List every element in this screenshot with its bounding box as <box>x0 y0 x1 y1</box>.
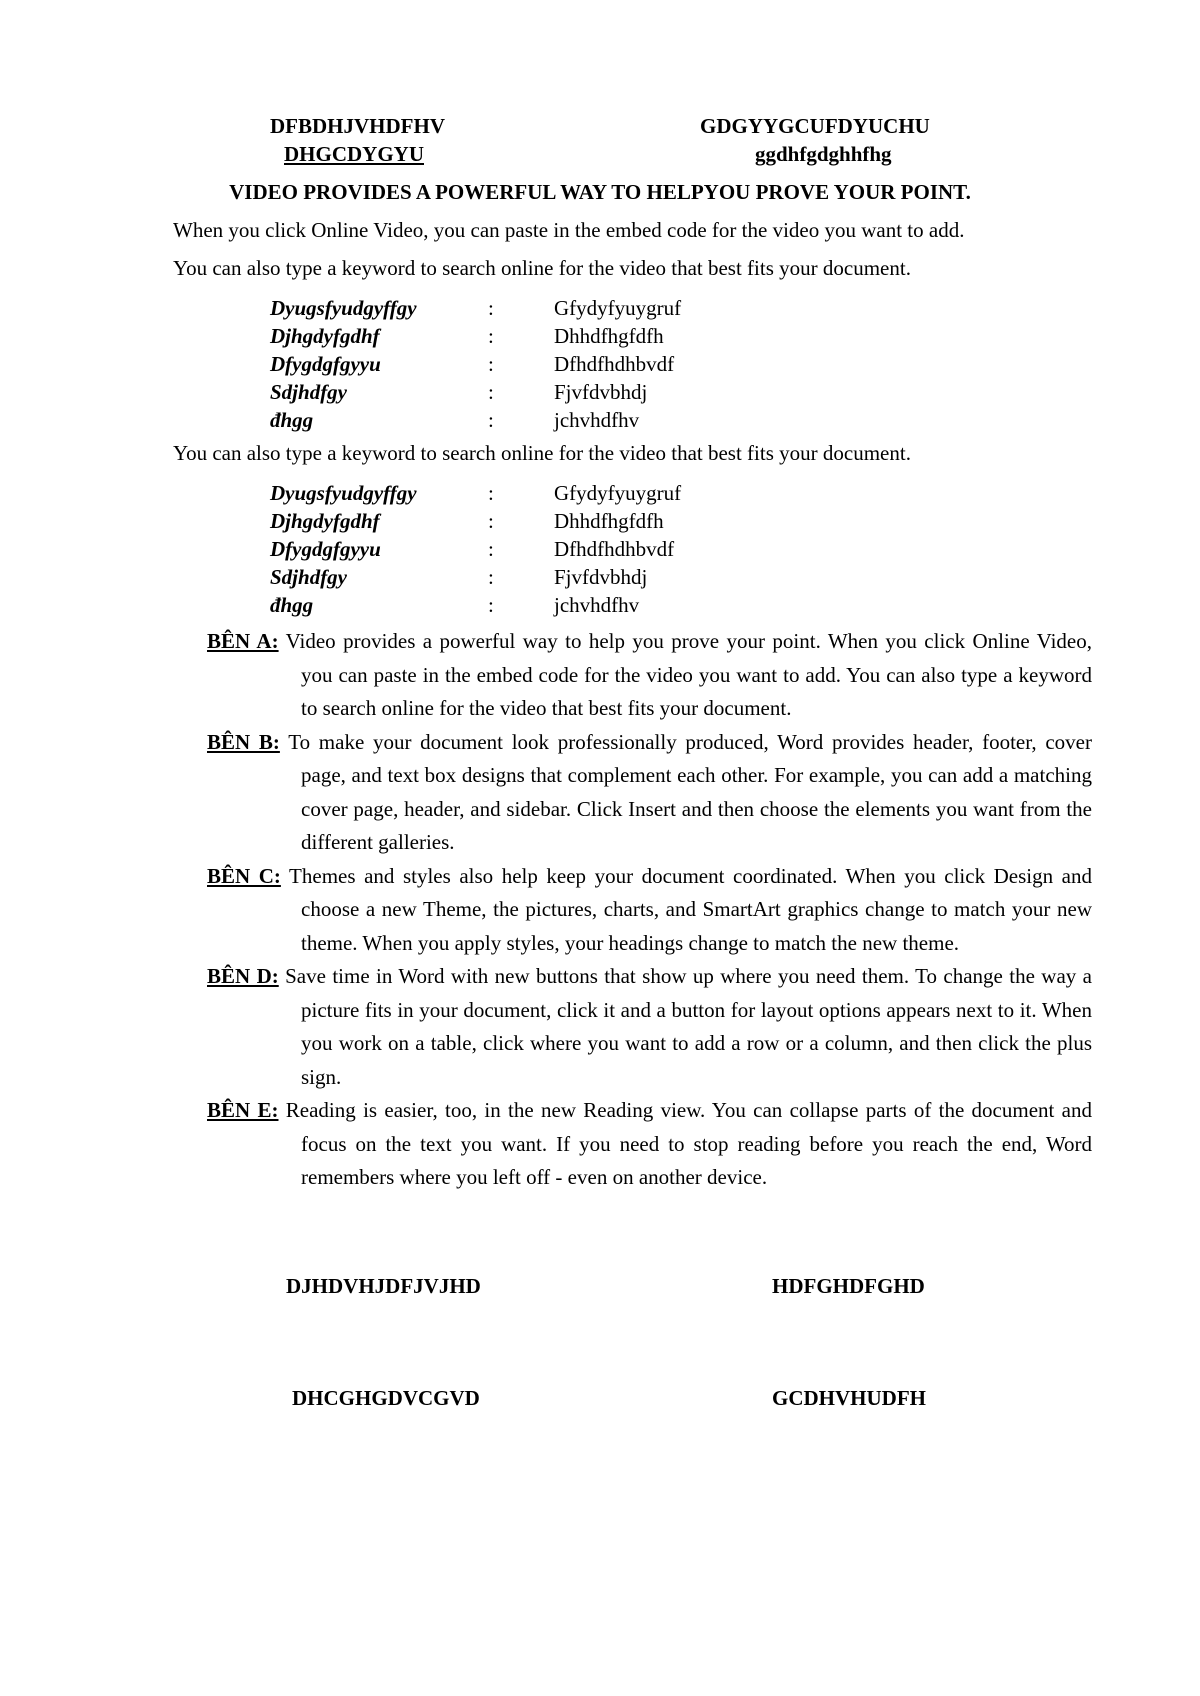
item-key: Dyugsfyudgyffgy <box>270 296 417 320</box>
item-separator: : <box>488 509 494 533</box>
middle-line: You can also type a keyword to search online for the video that best fits your document. <box>173 441 911 465</box>
item-value: Dhhdfhgfdfh <box>554 509 664 533</box>
list-item <box>270 380 750 408</box>
list-item <box>270 593 750 621</box>
item-separator: : <box>488 537 494 561</box>
party-label: BÊN E: <box>207 1098 279 1122</box>
item-key: Dfygdgfgyyu <box>270 352 381 376</box>
header-left-line1: DFBDHJVHDFHV <box>270 114 445 138</box>
party-text: Save time in Word with new buttons that show up where you need them. To change the way a picture fits in your document, click it and a button for layout options appears next to it. When you work on a table, click where you want to add a row or a column, and then click the plus sign. <box>278 964 1092 1089</box>
header-right-line1: GDGYYGCUFDYUCHU <box>700 114 930 138</box>
item-value: Dfhdfhdhbvdf <box>554 537 675 561</box>
party-text: Video provides a powerful way to help you prove your point. When you click Online Video, you can paste in the embed code for the video you want to add. You can also type a keyword to search online for the video that best fits your document. <box>278 629 1092 720</box>
list-item <box>270 537 750 565</box>
party-label: BÊN A: <box>207 629 279 653</box>
item-key: Dyugsfyudgyffgy <box>270 481 417 505</box>
signature-left-bottom: DHCGHGDVCGVD <box>292 1386 480 1410</box>
item-separator: : <box>488 296 494 320</box>
party-clause-a <box>207 625 1092 726</box>
item-value: Gfydyfyuygruf <box>554 481 682 505</box>
item-key: Sdjhdfgy <box>270 380 348 404</box>
list-item <box>270 481 750 509</box>
item-value: Fjvfdvbhdj <box>554 380 648 404</box>
party-clauses <box>207 625 1092 1195</box>
item-key: Djhgdyfgdhf <box>270 509 380 533</box>
party-label: BÊN B: <box>207 729 280 754</box>
item-value: Fjvfdvbhdj <box>554 565 648 589</box>
party-label: BÊN C: <box>207 863 281 888</box>
item-value: Gfydyfyuygruf <box>554 296 682 320</box>
party-clause-b <box>207 726 1092 860</box>
party-text: Reading is easier, too, in the new Reading view. You can collapse parts of the document and focus on the text you want. If you need to stop reading before you reach the end, Word remembers where you left off - even on another device. <box>278 1098 1092 1189</box>
item-separator: : <box>488 324 494 348</box>
item-separator: : <box>488 352 494 376</box>
list-item <box>270 408 750 436</box>
party-label: BÊN D: <box>207 964 279 988</box>
info-list-1 <box>270 296 750 436</box>
document-title: VIDEO PROVIDES A POWERFUL WAY TO HELPYOU PROVE YOUR POINT. <box>229 180 971 204</box>
info-list-2 <box>270 481 750 621</box>
party-text: Themes and styles also help keep your document coordinated. When you click Design and choose a new Theme, the pictures, charts, and SmartArt graphics change to match your new theme. When you apply styles, your headings change to match the new theme. <box>280 863 1092 955</box>
item-key: Djhgdyfgdhf <box>270 324 380 348</box>
item-separator: : <box>488 481 494 505</box>
item-value: jchvhdfhv <box>554 408 640 432</box>
header-left-line2: DHGCDYGYU <box>284 142 424 166</box>
item-value: jchvhdfhv <box>554 593 640 617</box>
header-right-line2: ggdhfgdghhfhg <box>755 142 892 166</box>
party-clause-c <box>207 860 1092 961</box>
item-key: Dfygdgfgyyu <box>270 537 381 561</box>
list-item <box>270 565 750 593</box>
intro-line-2: You can also type a keyword to search online for the video that best fits your document. <box>173 256 911 280</box>
signature-left-top: DJHDVHJDFJVJHD <box>286 1274 481 1298</box>
party-clause-e <box>207 1094 1092 1195</box>
list-item <box>270 352 750 380</box>
list-item <box>270 324 750 352</box>
intro-line-1: When you click Online Video, you can paste in the embed code for the video you want to add. <box>173 218 965 242</box>
item-key: Sdjhdfgy <box>270 565 348 589</box>
item-key: đhgg <box>270 593 314 617</box>
list-item <box>270 509 750 537</box>
signature-right-bottom: GCDHVHUDFH <box>772 1386 926 1410</box>
item-value: Dfhdfhdhbvdf <box>554 352 675 376</box>
item-value: Dhhdfhgfdfh <box>554 324 664 348</box>
item-separator: : <box>488 565 494 589</box>
item-separator: : <box>488 408 494 432</box>
party-clause-d <box>207 960 1092 1094</box>
item-separator: : <box>488 380 494 404</box>
signature-right-top: HDFGHDFGHD <box>772 1274 925 1298</box>
party-text: To make your document look professionally produced, Word provides header, footer, cover page, and text box designs that complement each other. For example, you can add a matching cover page, header, and sidebar. Click Insert and then choose the elements you want from the different galleries. <box>279 729 1092 854</box>
item-key: đhgg <box>270 408 314 432</box>
item-separator: : <box>488 593 494 617</box>
list-item <box>270 296 750 324</box>
